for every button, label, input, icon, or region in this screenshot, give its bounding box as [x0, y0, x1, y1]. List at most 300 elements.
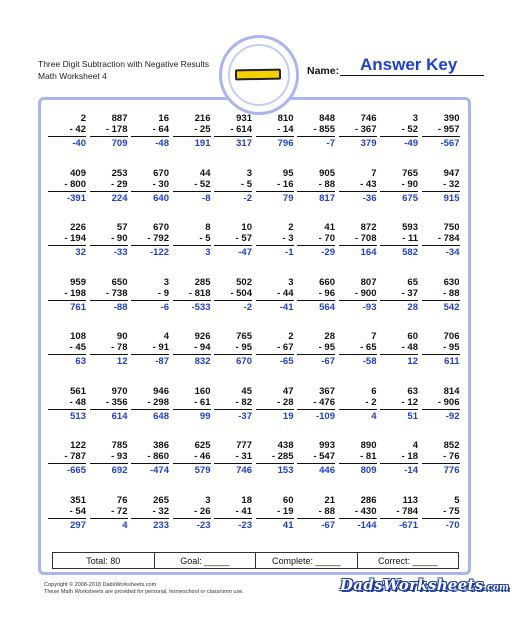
- problem-2-1: [48, 168, 86, 204]
- answer-rule: [422, 409, 460, 410]
- subtrahend: - 12: [401, 396, 418, 408]
- answer: 297: [70, 519, 86, 531]
- problem-6-5: [214, 386, 252, 422]
- worksheet-title: Three Digit Subtraction with Negative Results: [38, 59, 210, 69]
- subtrahend: - 94: [194, 342, 211, 353]
- answer-rule: [422, 300, 460, 301]
- minuend: 931: [236, 113, 252, 124]
- answer: -1: [285, 247, 294, 258]
- subtrahend: - 3: [282, 233, 294, 244]
- problem-7-9: [380, 440, 418, 476]
- copyright-notice: [44, 582, 244, 596]
- answer: -23: [196, 519, 211, 531]
- answer: 32: [75, 247, 86, 258]
- minuend: 265: [153, 494, 169, 506]
- minuend: 21: [324, 494, 335, 506]
- answer: -533: [191, 301, 211, 313]
- minuend: 7: [371, 331, 377, 342]
- answer: -49: [404, 138, 418, 149]
- problem-7-7: [297, 440, 335, 476]
- minuend: 367: [319, 385, 335, 397]
- subtrahend: - 9: [157, 287, 169, 299]
- answer: 3: [205, 247, 211, 258]
- answer: -109: [315, 410, 335, 422]
- problem-2-2: [90, 168, 128, 204]
- answer-rule: [131, 191, 169, 192]
- subtrahend: - 860: [147, 451, 169, 462]
- answer: 4: [122, 519, 128, 531]
- subtrahend: - 78: [111, 342, 128, 353]
- subtrahend: - 198: [64, 287, 86, 299]
- answer-rule: [339, 245, 377, 246]
- minuend: 6: [371, 385, 377, 397]
- answer: -67: [321, 519, 335, 531]
- minuend: 660: [319, 276, 335, 288]
- answer: 611: [444, 356, 460, 367]
- minuend: 226: [70, 222, 86, 233]
- minuend: 706: [443, 331, 460, 342]
- answer: 542: [443, 301, 460, 313]
- minuend: 60: [282, 494, 294, 506]
- problem-8-1: [48, 495, 86, 531]
- minuend: 60: [407, 331, 418, 342]
- problem-2-7: [297, 168, 335, 204]
- answer: 79: [282, 192, 294, 204]
- problem-3-1: [48, 222, 86, 258]
- problem-4-4: [173, 277, 211, 313]
- problem-8-5: [214, 495, 252, 531]
- answer-rule: [380, 463, 418, 464]
- minuend: 4: [412, 440, 418, 451]
- minuend: 409: [70, 167, 86, 179]
- answer-rule: [297, 409, 335, 410]
- answer: -6: [160, 301, 169, 313]
- answer: -65: [279, 356, 294, 367]
- minuend: 807: [360, 276, 377, 288]
- subtrahend: - 25: [194, 124, 211, 135]
- correct-cell: Correct: _____: [377, 555, 438, 566]
- answer-rule: [297, 245, 335, 246]
- answer: 317: [236, 138, 252, 149]
- minuend: 113: [402, 494, 418, 506]
- answer: -567: [440, 138, 460, 149]
- answer-rule: [131, 300, 169, 301]
- subtrahend: - 298: [147, 396, 169, 408]
- minuend: 28: [324, 331, 335, 342]
- answer-rule: [380, 136, 418, 137]
- subtrahend: - 11: [402, 233, 418, 244]
- logo-suffix: .com: [483, 583, 509, 593]
- minuend: 561: [70, 385, 86, 397]
- answer-rule: [48, 300, 86, 301]
- minuend: 390: [443, 113, 460, 124]
- subtrahend: - 800: [64, 178, 86, 190]
- answer: -34: [445, 247, 460, 258]
- answer-rule: [131, 136, 169, 137]
- problem-2-4: [173, 168, 211, 204]
- subtrahend: - 76: [443, 451, 460, 462]
- minuend: 7: [371, 167, 377, 179]
- answer: -93: [362, 301, 377, 313]
- problem-8-2: [90, 495, 128, 531]
- problem-5-2: [90, 331, 128, 367]
- answer-rule: [173, 191, 211, 192]
- answer-rule: [256, 300, 294, 301]
- answer-rule: [422, 354, 460, 355]
- problem-4-8: [339, 277, 377, 313]
- minuend: 216: [194, 113, 211, 124]
- subtrahend: - 367: [354, 124, 377, 135]
- subtrahend: - 5: [199, 233, 211, 244]
- subtrahend: - 784: [437, 233, 460, 244]
- problem-6-4: [173, 386, 211, 422]
- goal-cell: Goal: _____: [155, 553, 257, 568]
- subtrahend: - 356: [105, 396, 128, 408]
- answer-rule: [173, 409, 211, 410]
- problem-1-3: [131, 113, 169, 149]
- subtrahend: - 45: [69, 342, 86, 353]
- subtrahend: - 194: [64, 233, 86, 244]
- answer-rule: [380, 518, 418, 519]
- minuend: 3: [163, 276, 169, 288]
- answer: 379: [360, 138, 377, 149]
- answer-rule: [90, 354, 128, 355]
- answer: 582: [402, 247, 418, 258]
- answer: 832: [194, 356, 211, 367]
- minuend: 785: [111, 440, 128, 451]
- minuend: 630: [443, 276, 460, 288]
- problem-5-7: [297, 331, 335, 367]
- answer-rule: [214, 136, 252, 137]
- problem-3-9: [380, 222, 418, 258]
- answer: 4: [371, 410, 377, 422]
- answer: 12: [407, 356, 418, 367]
- answer: 915: [443, 192, 460, 204]
- problem-4-3: [131, 277, 169, 313]
- problem-3-10: [422, 222, 460, 258]
- problem-5-5: [214, 331, 252, 367]
- problem-7-1: [48, 440, 86, 476]
- answer-rule: [297, 300, 335, 301]
- subtrahend: - 82: [235, 396, 252, 408]
- problem-7-6: [256, 440, 294, 476]
- minuend: 848: [319, 113, 335, 124]
- problem-1-5: [214, 113, 252, 149]
- answer-rule: [90, 518, 128, 519]
- answer-rule: [297, 518, 335, 519]
- answer: 675: [402, 192, 418, 204]
- answer-rule: [339, 518, 377, 519]
- subtrahend: - 88: [318, 505, 335, 517]
- minuend: 438: [277, 440, 294, 451]
- subtrahend: - 61: [194, 396, 211, 408]
- answer-rule: [339, 463, 377, 464]
- subtrahend: - 70: [318, 233, 335, 244]
- name-label: Name:: [307, 65, 340, 77]
- minuend: 351: [70, 494, 86, 506]
- problem-1-7: [297, 113, 335, 149]
- problem-2-8: [339, 168, 377, 204]
- minuend: 852: [443, 440, 460, 451]
- subtrahend: - 52: [401, 124, 418, 135]
- answer-rule: [339, 409, 377, 410]
- minuend: 670: [153, 167, 169, 179]
- subtrahend: - 5: [240, 178, 252, 190]
- score-box: [52, 552, 459, 569]
- answer-rule: [173, 300, 211, 301]
- problem-5-3: [131, 331, 169, 367]
- answer-rule: [422, 463, 460, 464]
- answer-rule: [90, 409, 128, 410]
- subtrahend: - 476: [313, 396, 335, 408]
- minuend: 2: [80, 113, 86, 124]
- minuend: 122: [70, 440, 86, 451]
- answer: -391: [66, 192, 86, 204]
- answer-rule: [422, 191, 460, 192]
- answer-rule: [173, 245, 211, 246]
- subtrahend: - 792: [147, 233, 169, 244]
- answer-rule: [173, 518, 211, 519]
- subtrahend: - 31: [235, 451, 252, 462]
- answer: 191: [194, 138, 211, 149]
- problem-5-6: [256, 331, 294, 367]
- answer: -665: [66, 465, 86, 476]
- problem-4-9: [380, 277, 418, 313]
- answer-rule: [256, 245, 294, 246]
- subtrahend: - 46: [194, 451, 211, 462]
- problem-2-3: [131, 168, 169, 204]
- problem-1-8: [339, 113, 377, 149]
- subtrahend: - 48: [69, 396, 86, 408]
- problem-6-6: [256, 386, 294, 422]
- problem-2-6: [256, 168, 294, 204]
- subtrahend: - 547: [313, 451, 335, 462]
- subtrahend: - 26: [194, 505, 211, 517]
- complete-cell: Complete: _____: [256, 553, 358, 568]
- subtrahend: - 787: [64, 451, 86, 462]
- minuend: 95: [282, 167, 294, 179]
- answer-rule: [90, 136, 128, 137]
- minuend: 926: [194, 331, 211, 342]
- subtrahend: - 90: [111, 233, 128, 244]
- problem-1-6: [256, 113, 294, 149]
- minuend: 253: [111, 167, 128, 179]
- minuend: 286: [360, 494, 377, 506]
- problem-5-9: [380, 331, 418, 367]
- subtrahend: - 855: [313, 124, 335, 135]
- problem-1-9: [380, 113, 418, 149]
- problem-5-1: [48, 331, 86, 367]
- subtrahend: - 57: [235, 233, 252, 244]
- problem-5-10: [422, 331, 460, 367]
- problem-4-2: [90, 277, 128, 313]
- problem-3-4: [173, 222, 211, 258]
- answer: -7: [326, 138, 335, 149]
- answer: -8: [202, 192, 211, 204]
- minuend: 887: [111, 113, 128, 124]
- subtrahend: - 430: [354, 505, 377, 517]
- minuend: 872: [360, 222, 377, 233]
- site-logo: [340, 576, 509, 594]
- answer: 224: [111, 192, 128, 204]
- answer-rule: [256, 518, 294, 519]
- minuend: 814: [443, 385, 460, 397]
- answer: -671: [398, 519, 418, 531]
- subtrahend: - 75: [443, 505, 460, 517]
- answer-rule: [380, 354, 418, 355]
- problem-6-3: [131, 386, 169, 422]
- minuend: 750: [443, 222, 460, 233]
- answer-rule: [90, 463, 128, 464]
- answer-rule: [214, 518, 252, 519]
- answer-rule: [48, 354, 86, 355]
- answer-rule: [48, 518, 86, 519]
- answer-rule: [173, 463, 211, 464]
- answer: -88: [113, 301, 128, 313]
- name-line: [340, 75, 484, 76]
- answer: 564: [319, 301, 335, 313]
- subtrahend: - 67: [277, 342, 294, 353]
- answer: 51: [407, 410, 418, 422]
- minuend: 90: [116, 331, 128, 342]
- minuend: 970: [111, 385, 128, 397]
- problem-8-9: [380, 495, 418, 531]
- answer: 796: [277, 138, 294, 149]
- answer-rule: [131, 245, 169, 246]
- answer-key-label: Answer Key: [360, 55, 458, 74]
- problem-2-9: [380, 168, 418, 204]
- answer-rule: [131, 463, 169, 464]
- answer-rule: [90, 191, 128, 192]
- emblem-circle: [219, 35, 299, 115]
- usage-line: These Math Worksheets are provided for personal, homeschool or classroom use.: [44, 589, 244, 595]
- minuend: 625: [194, 440, 211, 451]
- answer: -87: [155, 356, 169, 367]
- problem-8-6: [256, 495, 294, 531]
- logo-text: DadsWorksheets: [340, 576, 484, 594]
- subtrahend: - 614: [230, 124, 252, 135]
- problem-4-6: [256, 277, 294, 313]
- answer-rule: [256, 409, 294, 410]
- subtrahend: - 285: [271, 451, 294, 462]
- minuend: 959: [70, 276, 86, 288]
- subtrahend: - 44: [277, 287, 294, 299]
- problem-4-1: [48, 277, 86, 313]
- minuend: 76: [116, 494, 128, 506]
- answer-rule: [131, 518, 169, 519]
- answer: 692: [111, 465, 128, 476]
- problem-3-5: [214, 222, 252, 258]
- problem-3-3: [131, 222, 169, 258]
- answer: -144: [357, 519, 377, 531]
- minuend: 45: [241, 385, 252, 397]
- answer-rule: [380, 245, 418, 246]
- answer-rule: [297, 191, 335, 192]
- answer-rule: [422, 518, 460, 519]
- answer: -92: [445, 410, 460, 422]
- problem-4-7: [297, 277, 335, 313]
- subtrahend: - 28: [277, 396, 294, 408]
- problem-8-4: [173, 495, 211, 531]
- problem-8-7: [297, 495, 335, 531]
- answer-rule: [297, 136, 335, 137]
- minuend: 890: [360, 440, 377, 451]
- minuend: 8: [205, 222, 211, 233]
- subtrahend: - 88: [443, 287, 460, 299]
- problem-7-4: [173, 440, 211, 476]
- problem-7-10: [422, 440, 460, 476]
- problem-8-3: [131, 495, 169, 531]
- subtrahend: - 906: [437, 396, 460, 408]
- answer-rule: [256, 191, 294, 192]
- answer: 19: [282, 410, 294, 422]
- minuend: 746: [360, 113, 377, 124]
- problem-8-10: [422, 495, 460, 531]
- minuend: 777: [236, 440, 252, 451]
- answer: 28: [407, 301, 418, 313]
- subtrahend: - 64: [152, 124, 169, 135]
- problem-1-10: [422, 113, 460, 149]
- answer-rule: [90, 300, 128, 301]
- answer: 99: [199, 410, 211, 422]
- worksheet-subtitle: Math Worksheet 4: [38, 71, 107, 81]
- problem-7-2: [90, 440, 128, 476]
- answer: -2: [243, 192, 252, 204]
- answer-rule: [214, 463, 252, 464]
- problem-8-8: [339, 495, 377, 531]
- answer-rule: [173, 136, 211, 137]
- problem-7-5: [214, 440, 252, 476]
- problem-4-5: [214, 277, 252, 313]
- minuend: 810: [277, 113, 294, 124]
- answer: -122: [149, 247, 169, 258]
- answer-rule: [214, 191, 252, 192]
- copyright-line: Copyright © 2008-2018 DadsWorksheets.com: [44, 582, 157, 588]
- subtrahend: - 32: [152, 505, 169, 517]
- answer-rule: [214, 300, 252, 301]
- subtrahend: - 16: [277, 178, 294, 190]
- minuend: 65: [407, 276, 418, 288]
- minuend: 41: [324, 222, 335, 233]
- problem-6-1: [48, 386, 86, 422]
- problem-6-8: [339, 386, 377, 422]
- answer-rule: [422, 245, 460, 246]
- answer: 12: [116, 356, 128, 367]
- problem-5-8: [339, 331, 377, 367]
- problem-5-4: [173, 331, 211, 367]
- problem-1-1: [48, 113, 86, 149]
- answer: -41: [279, 301, 294, 313]
- subtrahend: - 91: [152, 342, 169, 353]
- answer: -29: [321, 247, 335, 258]
- answer: 761: [70, 301, 86, 313]
- answer-rule: [256, 354, 294, 355]
- minuend: 593: [402, 222, 418, 233]
- answer-rule: [297, 463, 335, 464]
- answer-rule: [48, 191, 86, 192]
- subtrahend: - 32: [443, 178, 460, 190]
- subtrahend: - 29: [111, 178, 128, 190]
- answer-rule: [256, 463, 294, 464]
- answer-rule: [380, 300, 418, 301]
- minuend: 3: [246, 167, 252, 179]
- subtrahend: - 18: [401, 451, 418, 462]
- minuend: 650: [111, 276, 128, 288]
- minuend: 10: [241, 222, 252, 233]
- minuend: 160: [194, 385, 211, 397]
- answer: 817: [319, 192, 335, 204]
- answer-rule: [297, 354, 335, 355]
